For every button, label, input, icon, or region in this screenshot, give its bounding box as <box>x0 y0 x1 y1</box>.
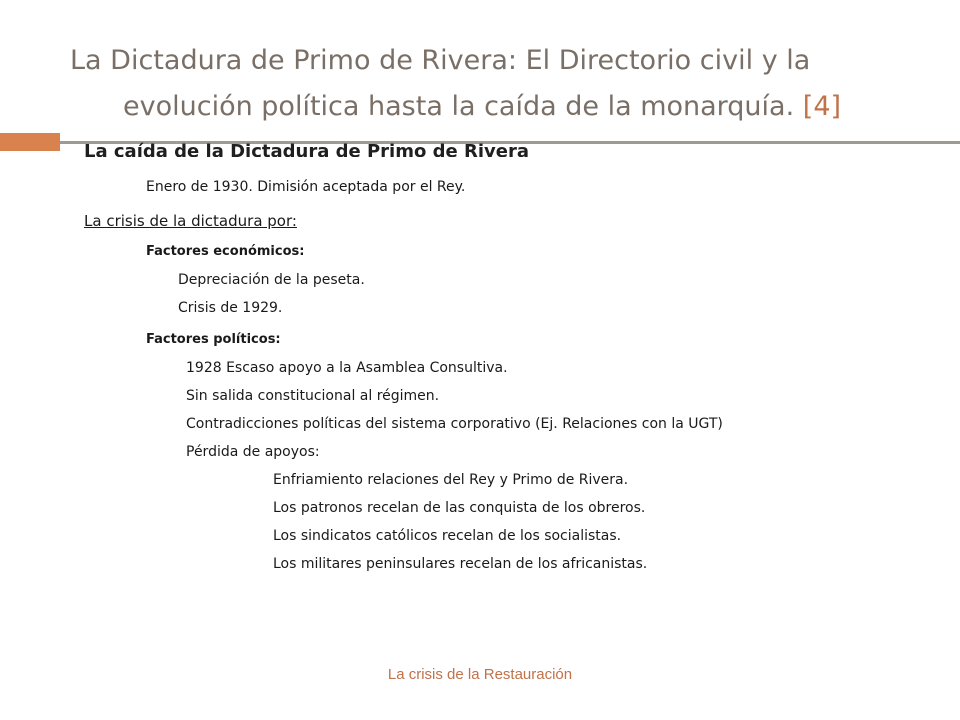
political-factor-item: Pérdida de apoyos: <box>186 444 320 460</box>
economic-factor-item: Crisis de 1929. <box>178 300 283 316</box>
accent-bar <box>0 133 60 151</box>
slide-title-line-1: La Dictadura de Primo de Rivera: El Directorio civil y la <box>70 45 811 76</box>
crisis-heading: La crisis de la dictadura por: <box>84 212 297 230</box>
support-loss-item: Enfriamiento relaciones del Rey y Primo de Rivera. <box>273 472 629 488</box>
political-factors-heading: Factores políticos: <box>146 332 281 347</box>
footer-text: La crisis de la Restauración <box>387 666 573 683</box>
section-subtitle: La caída de la Dictadura de Primo de Rivera <box>84 141 529 157</box>
support-loss-item: Los militares peninsulares recelan de los africanistas. <box>273 556 648 572</box>
economic-factor-item: Depreciación de la peseta. <box>178 272 365 288</box>
political-factor-item: 1928 Escaso apoyo a la Asamblea Consultiva. <box>186 360 508 376</box>
political-factor-item: Contradicciones políticas del sistema corporativo (Ej. Relaciones con la UGT) <box>186 416 723 432</box>
support-loss-item: Los sindicatos católicos recelan de los socialistas. <box>273 528 622 544</box>
slide-title-line-2-wrap <box>70 84 930 130</box>
resignation-text: Enero de 1930. Dimisión aceptada por el Rey. <box>146 179 466 195</box>
support-loss-item: Los patronos recelan de las conquista de los obreros. <box>273 500 646 516</box>
slide-title-line-2: evolución política hasta la caída de la monarquía. <box>123 91 795 122</box>
political-factor-item: Sin salida constitucional al régimen. <box>186 388 440 404</box>
slide-number-tag: [4] <box>802 91 842 122</box>
slide-title <box>70 38 930 130</box>
economic-factors-heading: Factores económicos: <box>146 244 305 259</box>
